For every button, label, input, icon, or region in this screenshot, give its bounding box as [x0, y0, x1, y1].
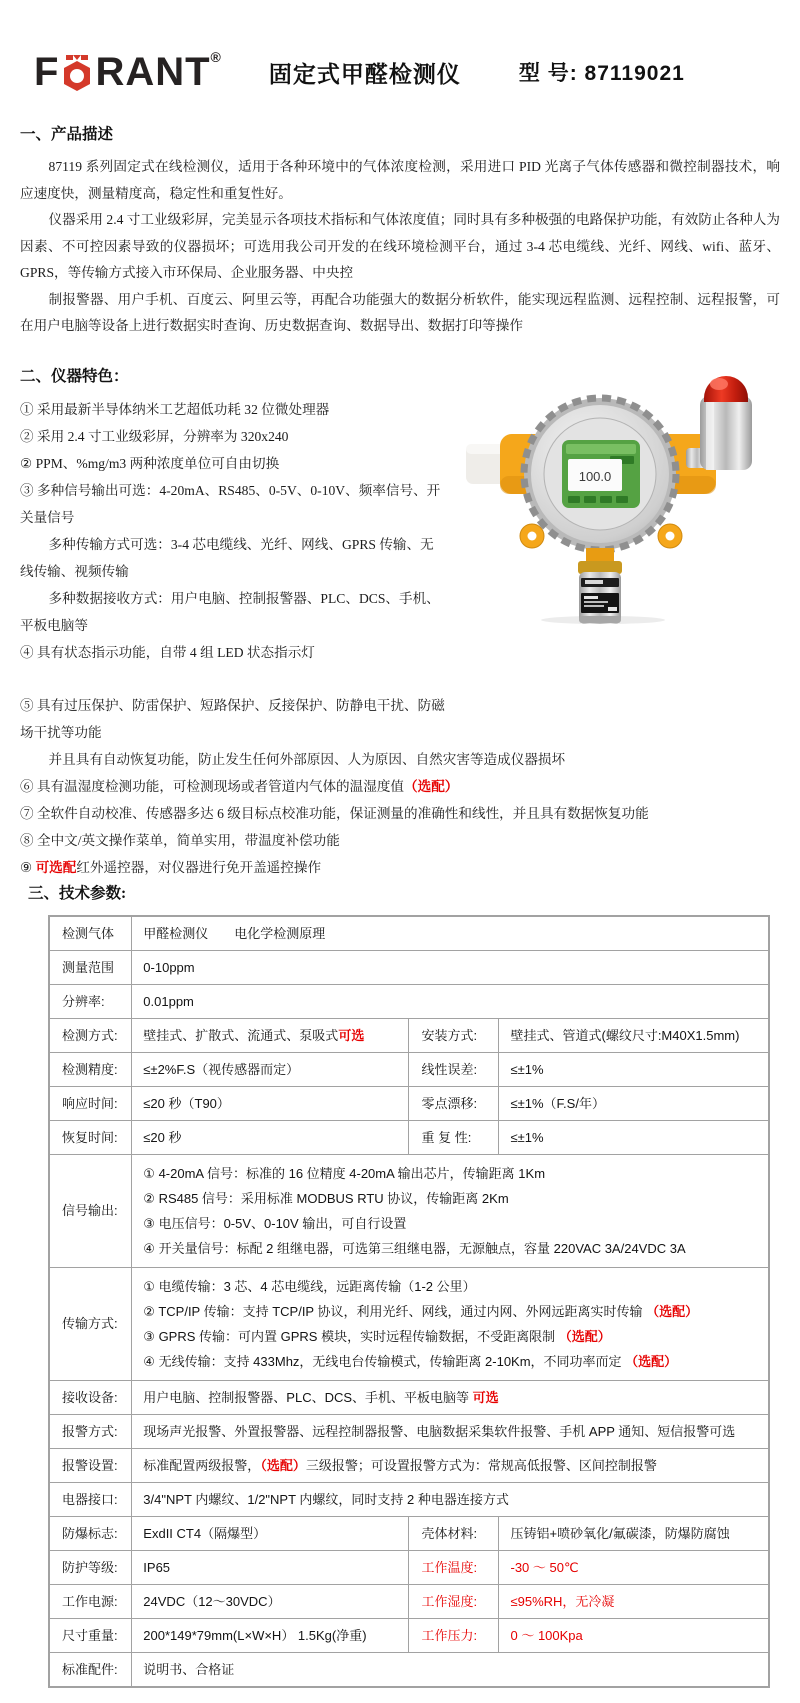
section-product-description [20, 122, 780, 340]
text-segment: ⑧ 全中文/英文操作菜单，简单实用，带温度补偿功能 [20, 832, 340, 848]
section-features [20, 364, 780, 881]
feature-item [20, 773, 780, 800]
spec-value-line [143, 1236, 757, 1261]
text-segment: ≤±1% [510, 1129, 544, 1145]
text-segment: 24VDC（12～30VDC） [143, 1593, 281, 1609]
spec-value [132, 1018, 409, 1052]
screen-reading: 100.0 [578, 468, 612, 484]
spec-label: 检测精度: [49, 1052, 132, 1086]
text-segment: 0.01ppm [143, 993, 194, 1009]
spec-value-line [143, 1186, 757, 1211]
spec-value [499, 1052, 769, 1086]
spec-row [49, 1052, 769, 1086]
spec-label: 零点漂移: [409, 1086, 499, 1120]
text-segment: 说明书、合格证 [143, 1661, 235, 1677]
description-paragraph: 制报警器、用户手机、百度云、阿里云等，再配合功能强大的数据分析软件，能实现远程监测、远程控制、远程报警，可在用户电脑等设备上进行数据实时查询、历史数据查询、数据导出、数据打印等操作 [20, 291, 780, 333]
spec-value [499, 1086, 769, 1120]
model-number: 型 号: 87119021 [518, 62, 685, 85]
spec-label: 报警设置: [49, 1448, 132, 1482]
text-segment: 3/4"NPT 内螺纹、1/2"NPT 内螺纹，同时支持 2 种电器连接方式 [143, 1491, 509, 1507]
description-paragraph: 仪器采用 2.4 寸工业级彩屏，完美显示各项技术指标和气体浓度值；同时具有多种极强的电路保护功能，有效防止各种人为因素、不可控因素导致的仪器损坏；可选用我公司开发的在线环境检测平台，通过 3-4 芯电缆线、光纤、网线、wifi、蓝牙、GPRS，等传输方式接入市环保局、企业服务器、中央控 [20, 212, 780, 280]
text-segment: 并且具有自动恢复功能，防止发生任何外部原因、人为原因、自然灾害等造成仪器损坏 [48, 751, 566, 767]
device-screen [562, 440, 640, 508]
text-segment: ④ 开关量信号：标配 2 组继电器，可选第三组继电器，无源触点，容量 220VAC 3A/24VDC 3A [143, 1240, 686, 1256]
text-segment: ⑥ 具有温湿度检测功能，可检测现场或者管道内气体的温湿度值 [20, 778, 405, 794]
spec-label: 电器接口: [49, 1482, 132, 1516]
detector-head [520, 398, 682, 550]
spec-value [132, 1267, 769, 1380]
text-segment: 壁挂式、管道式(螺纹尺寸:M40X1.5mm) [510, 1027, 740, 1043]
text-segment: ≤20 秒（T90） [143, 1095, 230, 1111]
spec-label: 测量范围 [49, 950, 132, 984]
spec-row [49, 1448, 769, 1482]
text-segment: IP65 [143, 1559, 171, 1575]
logo-letters-rant: RANT [95, 50, 211, 94]
spec-value-line [143, 1299, 757, 1324]
highlight-text: （选配） [260, 1457, 306, 1473]
description-paragraph: 87119 系列固定式在线检测仪，适用于各种环境中的气体浓度检测，采用进口 PID 光离子气体传感器和微控制器技术，响应速度快，测量精度高，稳定性和重复性好。 [20, 159, 780, 201]
spec-row [49, 1120, 769, 1154]
registered-mark: ® [210, 49, 221, 65]
spec-label: 响应时间: [49, 1086, 132, 1120]
text-segment: ① 电缆传输：3 芯、4 芯电缆线，远距离传输（1-2 公里） [143, 1278, 476, 1294]
spec-value [132, 1516, 409, 1550]
spec-value [132, 984, 769, 1018]
text-segment: 三级报警；可设置报警方式为：常规高低报警、区间控制报警 [305, 1457, 657, 1473]
spec-label: 标准配件: [49, 1652, 132, 1687]
text-segment: ≤±1% [510, 1061, 544, 1077]
spec-value-line [143, 1349, 757, 1374]
spec-label: 线性误差: [409, 1052, 499, 1086]
highlight-text: 可选配 [35, 859, 77, 875]
spec-value-line [143, 1324, 757, 1349]
spec-row [49, 1414, 769, 1448]
spec-value [132, 1052, 409, 1086]
spec-value [499, 1516, 769, 1550]
feature-item [20, 827, 780, 854]
spec-value [132, 950, 769, 984]
feature-item [20, 423, 445, 450]
text-segment: 200*149*79mm(L×W×H） 1.5Kg(净重) [143, 1627, 367, 1643]
text-segment: 壁挂式、扩散式、流通式、泵吸式 [143, 1027, 339, 1043]
spec-label: 防爆标志: [49, 1516, 132, 1550]
spec-label: 检测方式: [49, 1018, 132, 1052]
document-header [0, 0, 800, 92]
spec-label: 报警方式: [49, 1414, 132, 1448]
feature-item [20, 692, 445, 746]
text-segment: ≤±1%（F.S/年） [510, 1095, 605, 1111]
text-segment: 红外遥控器，对仪器进行免开盖遥控操作 [76, 859, 322, 875]
feature-item [20, 531, 445, 585]
alarm-beacon-icon [686, 376, 752, 470]
feature-item [20, 854, 780, 881]
spec-label: 信号输出: [49, 1154, 132, 1267]
text-segment: ExdII CT4（隔爆型） [143, 1525, 267, 1541]
product-photo [458, 356, 758, 626]
text-segment: ② 采用 2.4 寸工业级彩屏，分辨率为 320x240 [20, 428, 289, 444]
highlight-text: （选配） [625, 1353, 678, 1369]
spec-row [49, 1482, 769, 1516]
spec-label: 工作压力: [409, 1618, 499, 1652]
spec-row [49, 1380, 769, 1414]
text-segment: 0-10ppm [143, 959, 195, 975]
spec-row [49, 1618, 769, 1652]
spec-label: 工作温度: [409, 1550, 499, 1584]
text-segment: ③ 电压信号：0-5V、0-10V 输出，可自行设置 [143, 1215, 407, 1231]
highlight-text: （选配） [558, 1328, 611, 1344]
text-segment: 多种数据接收方式：用户电脑、控制报警器、PLC、DCS、手机、平板电脑等 [20, 590, 440, 633]
spec-label: 恢复时间: [49, 1120, 132, 1154]
spec-value [132, 1120, 409, 1154]
feature-item [20, 477, 445, 531]
text-segment: 多种传输方式可选：3-4 芯电缆线、光纤、网线、GPRS 传输、无线传输、视频传输 [20, 536, 434, 579]
spec-value [499, 1584, 769, 1618]
text-segment: 现场声光报警、外置报警器、远程控制器报警、电脑数据采集软件报警、手机 APP 通知、短信报警可选 [143, 1423, 736, 1439]
spec-value [499, 1018, 769, 1052]
feature-item [20, 800, 780, 827]
text-segment: ≤±2%F.S（视传感器而定） [143, 1061, 300, 1077]
text-segment: 标准配置两级报警， [143, 1457, 261, 1473]
spec-value-line [143, 1161, 757, 1186]
spec-row [49, 1018, 769, 1052]
spec-row [49, 1584, 769, 1618]
spec-value [132, 1086, 409, 1120]
spec-value [132, 1482, 769, 1516]
spec-row [49, 984, 769, 1018]
spec-row [49, 916, 769, 951]
logo-letter-f: F [34, 50, 60, 94]
spec-value [132, 1154, 769, 1267]
spec-table [48, 915, 770, 1688]
text-segment: ④ 具有状态指示功能，自带 4 组 LED 状态指示灯 [20, 644, 315, 660]
spec-row [49, 1154, 769, 1267]
section-specs [28, 881, 800, 1688]
spec-value [132, 916, 769, 951]
gas-sensor [578, 548, 622, 624]
spec-value [499, 1550, 769, 1584]
spec-label: 传输方式: [49, 1267, 132, 1380]
spec-row [49, 1267, 769, 1380]
spec-value-line [143, 1211, 757, 1236]
text-segment: 压铸铝+喷砂氧化/氟碳漆，防爆防腐蚀 [510, 1525, 730, 1541]
spec-label: 工作湿度: [409, 1584, 499, 1618]
feature-item [20, 585, 445, 639]
highlight-text: 0 ～ 100Kpa [510, 1627, 583, 1643]
spec-value-line [143, 1274, 757, 1299]
text-segment: ③ 多种信号输出可选：4-20mA、RS485、0-5V、0-10V、频率信号、开关量信号 [20, 482, 441, 525]
highlight-text: （选配） [404, 778, 459, 794]
feature-item [20, 450, 445, 477]
spec-value [499, 1618, 769, 1652]
text-segment: ⑦ 全软件自动校准、传感器多达 6 级目标点校准功能，保证测量的准确性和线性，并且具有数据恢复功能 [20, 805, 649, 821]
page-title: 固定式甲醛检测仪 [268, 60, 461, 87]
text-segment: 用户电脑、控制报警器、PLC、DCS、手机、平板电脑等 [143, 1389, 473, 1405]
text-segment: 甲醛检测仪 电化学检测原理 [143, 925, 326, 941]
spec-label: 防护等级: [49, 1550, 132, 1584]
spec-value [132, 1584, 409, 1618]
highlight-text: -30 ～ 50℃ [510, 1559, 579, 1575]
spec-value [132, 1652, 769, 1687]
text-segment: ≤20 秒 [143, 1129, 182, 1145]
logo-hexagon-icon [60, 53, 94, 93]
highlight-text: 可选 [338, 1027, 365, 1043]
highlight-text: ≤95%RH，无冷凝 [510, 1593, 615, 1609]
feature-item [20, 639, 445, 666]
spec-label: 分辨率: [49, 984, 132, 1018]
spec-row [49, 1086, 769, 1120]
highlight-text: （选配） [646, 1303, 699, 1319]
spec-value [132, 1618, 409, 1652]
spec-label: 安装方式: [409, 1018, 499, 1052]
feature-item [20, 746, 780, 773]
spec-label: 重 复 性: [409, 1120, 499, 1154]
spec-row [49, 950, 769, 984]
spec-label: 壳体材料: [409, 1516, 499, 1550]
spec-value [132, 1448, 769, 1482]
section2-heading: 二、仪器特色： [20, 367, 129, 385]
highlight-text: 可选 [472, 1389, 499, 1405]
spec-row [49, 1550, 769, 1584]
text-segment: ② PPM、%mg/m3 两种浓度单位可自由切换 [20, 455, 280, 471]
spec-value [132, 1414, 769, 1448]
text-segment: ③ GPRS 传输：可内置 GPRS 模块，实时远程传输数据，不受距离限制 [143, 1328, 559, 1344]
section3-heading: 三、技术参数: [28, 884, 127, 902]
spec-label: 接收设备: [49, 1380, 132, 1414]
spec-label: 检测气体 [49, 916, 132, 951]
section1-heading: 一、产品描述 [20, 126, 114, 143]
spec-row [49, 1516, 769, 1550]
text-segment: ① 4-20mA 信号：标准的 16 位精度 4-20mA 输出芯片，传输距离 1Km [143, 1165, 546, 1181]
spec-label: 尺寸重量: [49, 1618, 132, 1652]
text-segment: ⑤ 具有过压保护、防雷保护、短路保护、反接保护、防静电干扰、防磁场干扰等功能 [20, 697, 445, 740]
spec-value [132, 1380, 769, 1414]
forant-logo [34, 49, 221, 94]
spec-value [132, 1550, 409, 1584]
feature-item [20, 396, 445, 423]
text-segment: ② RS485 信号：采用标准 MODBUS RTU 协议，传输距离 2Km [143, 1190, 509, 1206]
spec-row [49, 1652, 769, 1687]
spec-value [499, 1120, 769, 1154]
text-segment: ① 采用最新半导体纳米工艺超低功耗 32 位微处理器 [20, 401, 330, 417]
text-segment: ④ 无线传输：支持 433Mhz，无线电台传输模式，传输距离 2-10Km，不同功率而定 [143, 1353, 626, 1369]
spec-label: 工作电源: [49, 1584, 132, 1618]
text-segment: ② TCP/IP 传输：支持 TCP/IP 协议，利用光纤、网线，通过内网、外网远距离实时传输 [143, 1303, 647, 1319]
text-segment: ⑨ [20, 859, 36, 875]
